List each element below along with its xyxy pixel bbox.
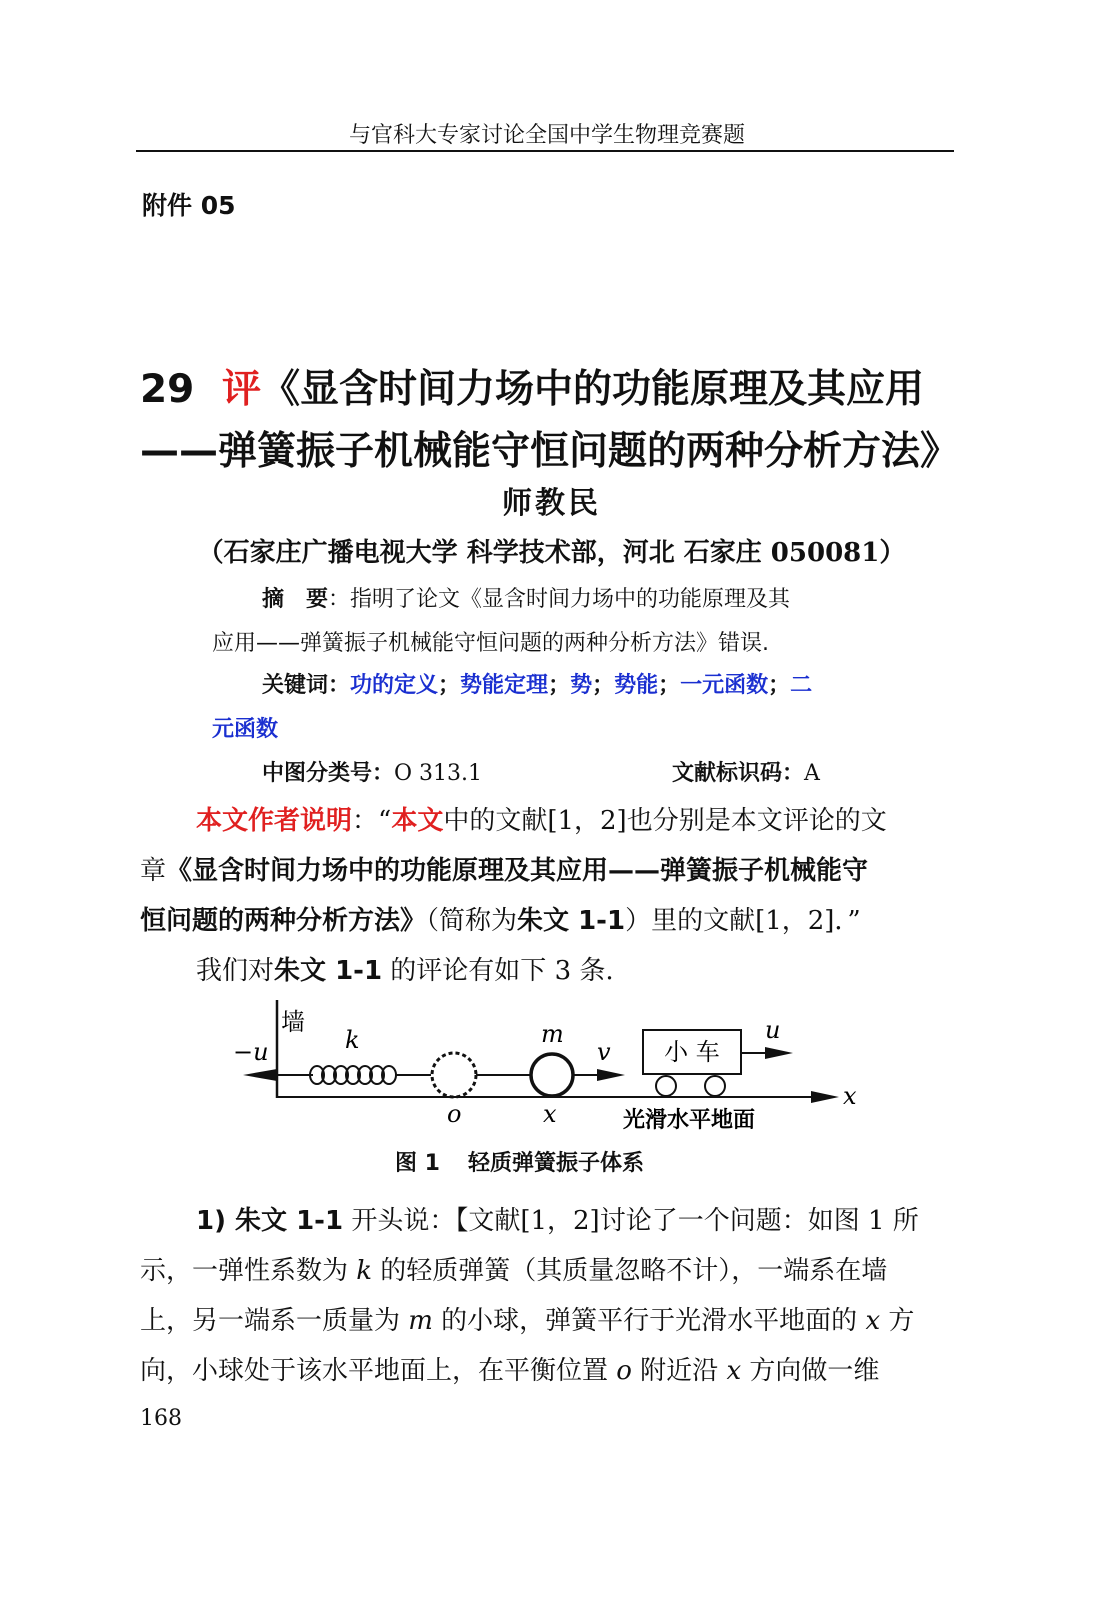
author-note-text: ）里的文献[1，2]．” <box>625 906 861 936</box>
keyword-sep: ； <box>768 673 791 698</box>
car-wheel <box>656 1076 676 1096</box>
classification <box>262 756 482 787</box>
running-head: 与官科大专家讨论全国中学生物理竞赛题 <box>348 123 745 148</box>
document-code <box>672 756 820 787</box>
body-text: 的小球，弹簧平行于光滑水平地面的 <box>432 1306 866 1336</box>
car-wheel <box>705 1076 725 1096</box>
title-line-2: ——弹簧振子机械能守恒问题的两种分析方法》 <box>140 429 960 474</box>
classification-value: O 313.1 <box>394 761 483 786</box>
math-x: x <box>865 1306 881 1336</box>
keyword-sep: ； <box>548 673 571 698</box>
keyword: 功的定义 <box>350 673 439 698</box>
title-prefix: 评 <box>222 367 262 412</box>
math-m: m <box>408 1306 433 1336</box>
keyword-sep: ； <box>592 673 615 698</box>
abstract-label: 摘 要 <box>262 587 329 612</box>
author: 师教民 <box>502 486 601 521</box>
keyword: 二 <box>790 673 813 698</box>
keywords-line-1 <box>262 668 812 699</box>
figure-caption <box>395 1146 644 1177</box>
neg-u-arrowhead <box>243 1069 277 1081</box>
x-axis-arrowhead <box>811 1091 839 1103</box>
abstract-line-1 <box>262 582 790 613</box>
author-note-label: 本文作者说明 <box>196 806 353 836</box>
author-note-text: （简称为 <box>426 906 518 936</box>
body-text: 上，另一端系一质量为 <box>140 1306 409 1336</box>
keyword: 势能 <box>614 673 659 698</box>
u-arrowhead <box>765 1047 793 1059</box>
x-position-label: x <box>543 1100 557 1128</box>
m-label: m <box>541 1020 564 1048</box>
intro-text: 的评论有如下 3 条. <box>382 956 614 986</box>
doc-code-label: 文献标识码： <box>672 761 805 786</box>
author-note-text: 章 <box>140 856 167 886</box>
car-label: 小 车 <box>664 1038 720 1066</box>
u-label: u <box>765 1016 781 1044</box>
abstract-text-1: 指明了论文《显含时间力场中的功能原理及其 <box>350 587 791 612</box>
keywords-line-2: 元函数 <box>212 717 279 742</box>
article-number: 29 <box>140 367 195 412</box>
body-text: 向，小球处于该水平地面上，在平衡位置 <box>140 1356 617 1386</box>
keyword-sep: ； <box>658 673 681 698</box>
body-text: 的轻质弹簧（其质量忽略不计），一端系在墙 <box>372 1256 888 1286</box>
author-note-colon: ：“ <box>352 806 392 836</box>
author-note-line-3 <box>140 900 861 937</box>
keyword: 势 <box>570 673 593 698</box>
page-number: 168 <box>140 1406 182 1431</box>
figure-caption-text: 轻质弹簧振子体系 <box>467 1151 644 1176</box>
equilibrium-ball <box>432 1053 476 1097</box>
paper-short-ref: 朱文 1-1 <box>274 956 383 986</box>
point-label: 1) 朱文 1-1 <box>196 1206 344 1236</box>
paper-title-ref: 《显含时间力场中的功能原理及其应用——弹簧振子机械能守 <box>166 856 869 886</box>
x-axis-label: x <box>843 1082 857 1110</box>
doc-code-value: A <box>804 761 820 786</box>
v-label: v <box>597 1038 611 1066</box>
ground-label: 光滑水平地面 <box>623 1108 756 1133</box>
paper-title-ref: 恒问题的两种分析方法》 <box>140 906 427 936</box>
wall-label: 墙 <box>281 1008 305 1036</box>
ball-m <box>531 1054 573 1096</box>
spring-oscillator-figure <box>225 990 885 1140</box>
figure-number: 图 1 <box>395 1151 440 1176</box>
keyword: 一元函数 <box>680 673 769 698</box>
body-text: 方向做一维 <box>741 1356 880 1386</box>
affiliation: （石家庄广播电视大学 科学技术部，河北 石家庄 050081） <box>197 538 906 568</box>
math-x: x <box>726 1356 742 1386</box>
body-line-3 <box>140 1300 914 1337</box>
math-k: k <box>356 1256 373 1286</box>
keyword-sep: ； <box>438 673 461 698</box>
classification-label: 中图分类号： <box>262 761 395 786</box>
keywords-label: 关键词： <box>262 673 351 698</box>
author-note-line-2 <box>140 850 868 887</box>
keyword: 势能定理 <box>460 673 549 698</box>
spring <box>310 1066 396 1084</box>
title-main: 《显含时间力场中的功能原理及其应用 <box>261 367 925 412</box>
body-text: 附近沿 <box>631 1356 727 1386</box>
body-line-1 <box>196 1200 919 1237</box>
neg-u-label: −u <box>233 1038 269 1066</box>
body-text: 开头说：【文献[1，2]讨论了一个问题：如图 1 所 <box>343 1206 919 1236</box>
o-label: o <box>447 1100 462 1128</box>
body-line-4 <box>140 1350 879 1387</box>
abstract-line-2: 应用——弹簧振子机械能守恒问题的两种分析方法》错误. <box>212 631 769 656</box>
attachment-label: 附件 05 <box>142 191 236 220</box>
body-text: 示，一弹性系数为 <box>140 1256 357 1286</box>
author-note-red: 本文 <box>391 806 444 836</box>
author-note-line-1 <box>196 800 887 837</box>
v-arrowhead <box>597 1069 625 1081</box>
intro-text: 我们对 <box>196 956 275 986</box>
math-o: o <box>616 1356 632 1386</box>
body-text: 方 <box>880 1306 915 1336</box>
k-label: k <box>345 1026 360 1054</box>
intro-line <box>196 950 614 987</box>
header-rule <box>136 150 954 152</box>
title-line-1 <box>140 358 924 414</box>
abstract-colon: ： <box>328 587 351 612</box>
body-line-2 <box>140 1250 887 1287</box>
author-note-text: 中的文献[1，2]也分别是本文评论的文 <box>443 806 887 836</box>
paper-short-ref: 朱文 1-1 <box>517 906 626 936</box>
